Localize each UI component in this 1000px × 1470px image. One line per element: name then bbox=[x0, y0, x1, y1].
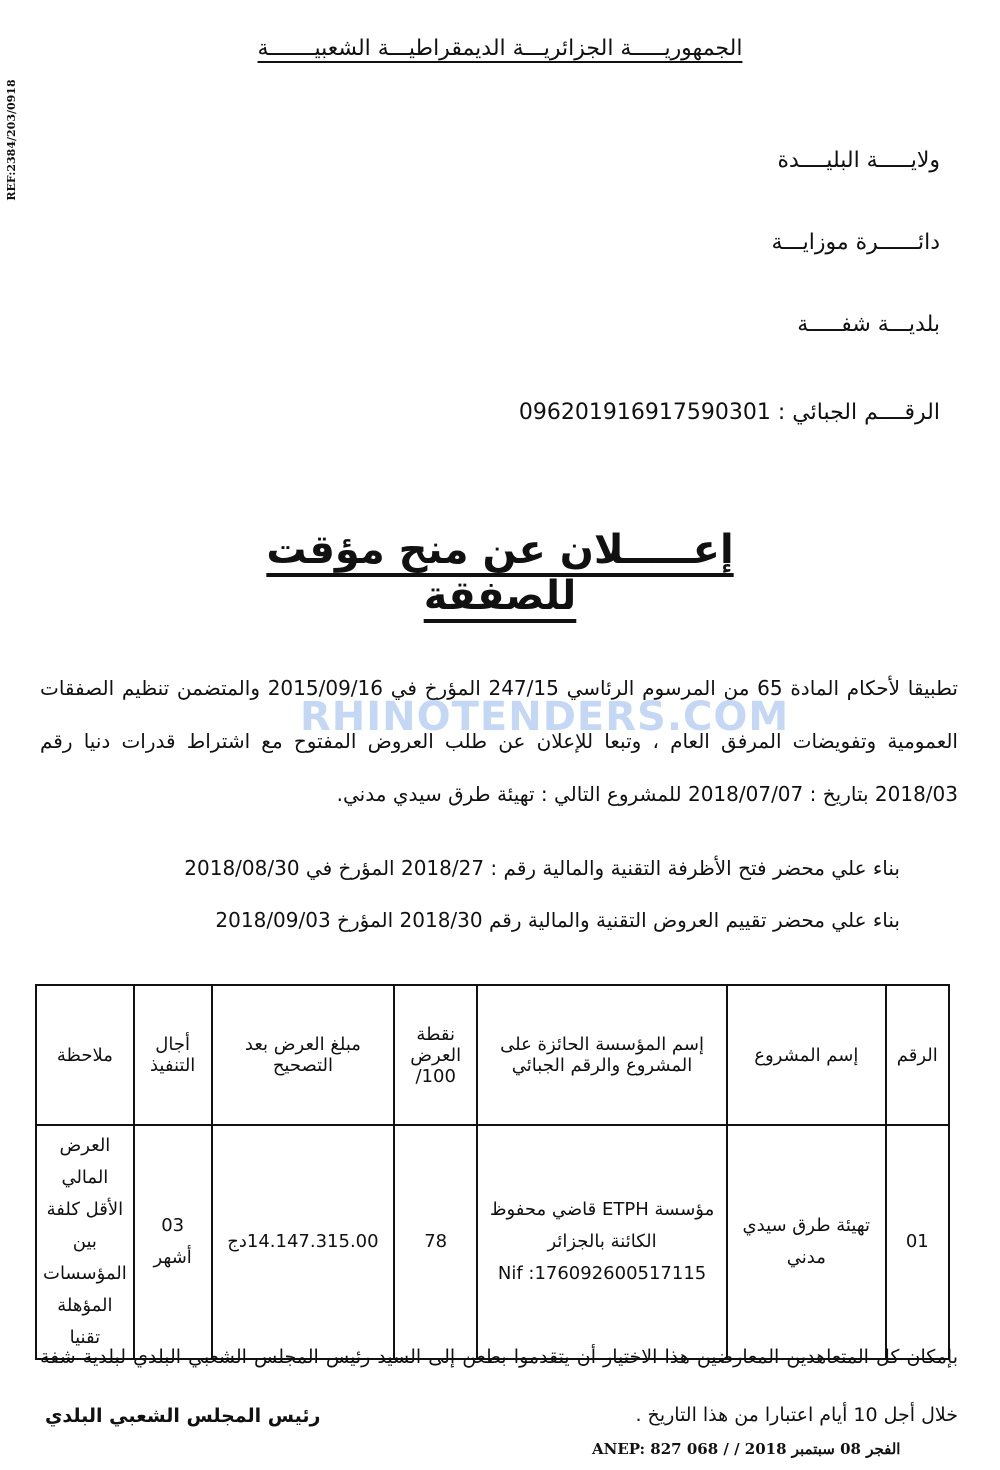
cell-amount: 14.147.315.00دج bbox=[212, 1125, 395, 1359]
header-amount: مبلغ العرض بعد التصحيح bbox=[212, 985, 395, 1125]
appeal-paragraph: بإمكان كل المتعاهدين المعارضين هذا الاختيار أن يتقدموا بطعن إلى السيد رئيس المجلس الشعبي البلدي لبلدية شفة خلال أجل 10 أيام اعتبارا من هذا التاريخ . bbox=[40, 1346, 958, 1426]
basis-line-evaluation: بناء علي محضر تقييم العروض التقنية والمالية رقم 2018/30 المؤرخ 2018/09/03 bbox=[215, 908, 900, 932]
award-table bbox=[35, 984, 950, 1360]
footer-newspaper: الفجر bbox=[866, 1440, 901, 1458]
side-reference: REF:2384/203/0918 bbox=[5, 79, 18, 201]
cell-project-name: تهيئة طرق سيدي مدني bbox=[727, 1125, 886, 1359]
header-duration: أجال التنفيذ bbox=[134, 985, 212, 1125]
publication-footer bbox=[592, 1440, 900, 1458]
wilaya-line: ولايـــــة البليــــدة bbox=[777, 148, 940, 173]
winner-location: الكائنة بالجزائر bbox=[547, 1231, 657, 1252]
daira-line: دائــــــرة موزايـــة bbox=[771, 230, 940, 255]
watermark: RHINOTENDERS.COM bbox=[300, 694, 790, 740]
cell-note: العرض المالي الأقل كلفة بين المؤسسات المؤهلة تقنيا bbox=[36, 1125, 134, 1359]
footer-anep: ANEP: 827 068 / bbox=[592, 1440, 729, 1458]
cell-winner bbox=[477, 1125, 727, 1359]
header-number: الرقم bbox=[886, 985, 949, 1125]
winner-nif: Nif :176092600517115 bbox=[497, 1263, 707, 1284]
tax-id-label: الرقــــم الجبائي : bbox=[777, 400, 940, 425]
winner-name: مؤسسة ETPH قاضي محفوظ bbox=[489, 1199, 715, 1220]
tax-id-value: 096201916917590301 bbox=[518, 400, 771, 425]
cell-duration: 03 أشهر bbox=[134, 1125, 212, 1359]
header-winner: إسم المؤسسة الحائزة على المشروع والرقم الجبائي bbox=[477, 985, 727, 1125]
signature: رئيس المجلس الشعبي البلدي bbox=[45, 1405, 321, 1427]
header-project-name: إسم المشروع bbox=[727, 985, 886, 1125]
basis-line-opening: بناء علي محضر فتح الأظرفة التقنية والمالية رقم : 2018/27 المؤرخ في 2018/08/30 bbox=[184, 856, 900, 880]
announcement-title: إعـــــلان عن منح مؤقت للصفقة bbox=[266, 527, 734, 619]
header-note: ملاحظة bbox=[36, 985, 134, 1125]
table-header-row bbox=[36, 985, 949, 1125]
commune-line: بلديـــة شفـــــة bbox=[797, 312, 940, 337]
cell-score: 78 bbox=[394, 1125, 477, 1359]
table-row bbox=[36, 1125, 949, 1359]
footer-date: 08 سبتمبر 2018 / bbox=[734, 1440, 861, 1458]
intro-paragraph: تطبيقا لأحكام المادة 65 من المرسوم الرئاسي 247/15 المؤرخ في 2015/09/16 والمتضمن تنظيم الصفقات العمومية وتفويضات المرفق العام ، وتبعا للإعلان عن طلب العروض المفتوح مع اشتراط قدرات دنيا رقم 2018/03 بتاريخ : 2018/07/07 للمشروع التالي : تهيئة طرق سيدي مدني. bbox=[40, 676, 958, 806]
tax-id-line bbox=[519, 400, 940, 425]
header-score: نقطة العرض 100/ bbox=[394, 985, 477, 1125]
cell-number: 01 bbox=[886, 1125, 949, 1359]
republic-header: الجمهوريـــــة الجزائريـــة الديمقراطيـــة الشعبيـــــــة bbox=[257, 36, 743, 61]
